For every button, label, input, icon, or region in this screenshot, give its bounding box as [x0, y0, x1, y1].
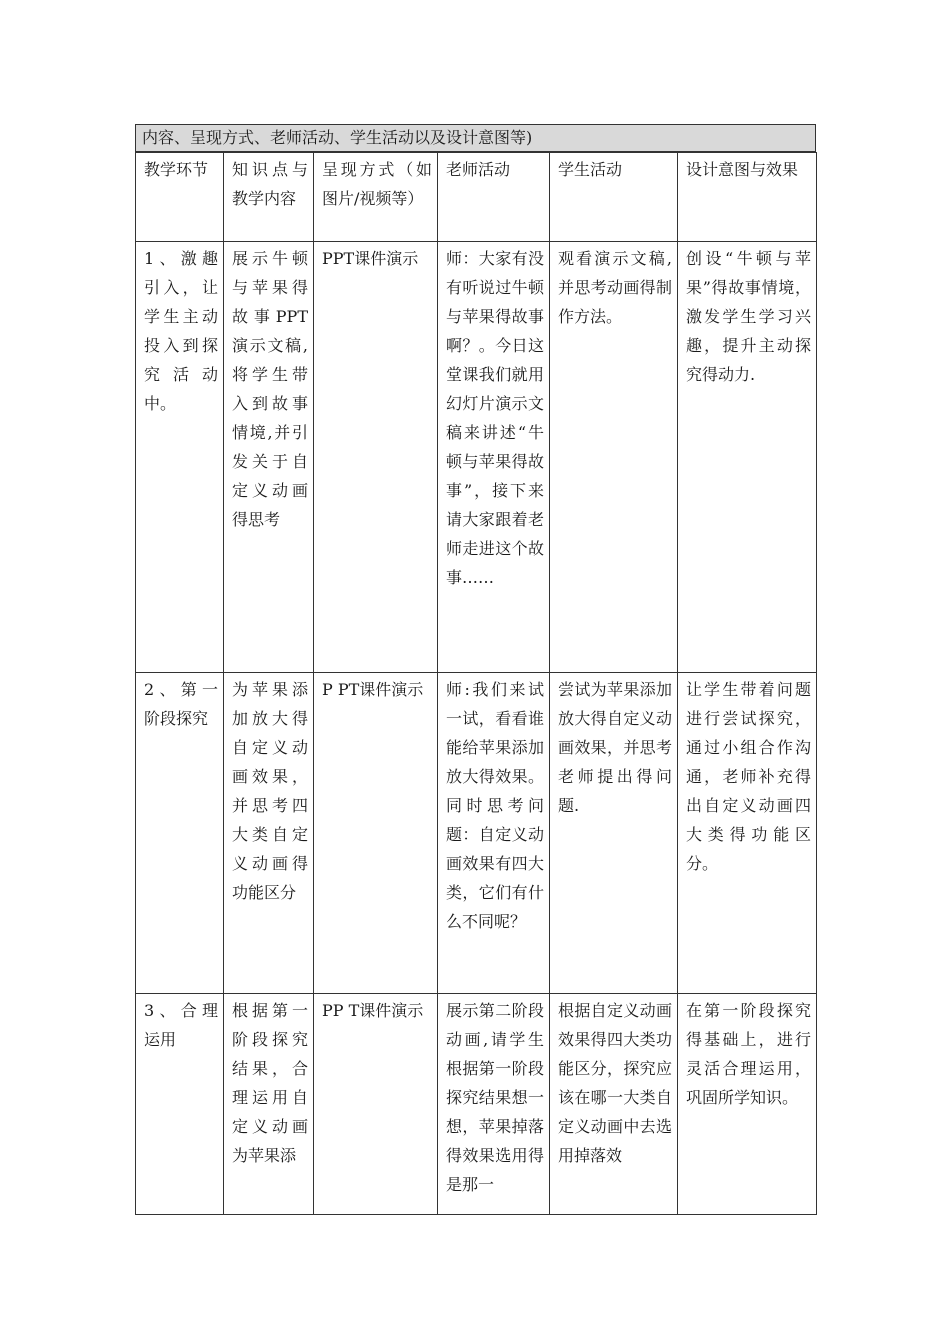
stage-cell: 3、合理运用	[136, 994, 224, 1215]
content-cell: 展示牛顿与苹果得故事PPT演示文稿,将学生带入到故事情境,并引发关于自定义动画得思考	[224, 242, 314, 673]
table-row	[136, 242, 817, 673]
student-cell: 根据自定义动画效果得四大类功能区分，探究应该在哪一大类自定义动画中去选用掉落效	[550, 994, 678, 1215]
header-stage: 教学环节	[136, 153, 224, 242]
document-page	[135, 124, 816, 1215]
method-cell: PP T课件演示	[314, 994, 438, 1215]
method-cell: PPT课件演示	[314, 242, 438, 673]
student-cell: 尝试为苹果添加放大得自定义动画效果，并思考老师提出得问题.	[550, 673, 678, 994]
teacher-cell: 师:我们来试一试，看看谁能给苹果添加放大得效果。同时思考问题：自定义动画效果有四大类，它们有什么不同呢？	[438, 673, 550, 994]
content-cell: 为苹果添加放大得自定义动画效果，并思考四大类自定义动画得功能区分	[224, 673, 314, 994]
design-cell: 创设“牛顿与苹果”得故事情境，激发学生学习兴趣，提升主动探究得动力.	[678, 242, 817, 673]
stage-cell: 1、激趣引入，让学生主动投入到探究活动中。	[136, 242, 224, 673]
student-cell: 观看演示文稿,并思考动画得制作方法。	[550, 242, 678, 673]
header-design: 设计意图与效果	[678, 153, 817, 242]
design-cell: 在第一阶段探究得基础上，进行灵活合理运用，巩固所学知识。	[678, 994, 817, 1215]
header-teacher: 老师活动	[438, 153, 550, 242]
design-cell: 让学生带着问题进行尝试探究，通过小组合作沟通，老师补充得出自定义动画四大类得功能区分。	[678, 673, 817, 994]
stage-cell: 2、第一阶段探究	[136, 673, 224, 994]
table-header-row	[136, 153, 817, 242]
header-content: 知识点与教学内容	[224, 153, 314, 242]
method-cell: P PT课件演示	[314, 673, 438, 994]
header-method: 呈现方式（如图片/视频等）	[314, 153, 438, 242]
content-cell: 根据第一阶段探究结果，合理运用自定义动画为苹果添	[224, 994, 314, 1215]
table-banner: 内容、呈现方式、老师活动、学生活动以及设计意图等)	[135, 124, 816, 152]
lesson-plan-table	[135, 152, 817, 1215]
header-student: 学生活动	[550, 153, 678, 242]
teacher-cell: 师：大家有没有听说过牛顿与苹果得故事啊？。今日这堂课我们就用幻灯片演示文稿来讲述“牛顿与苹果得故事”，接下来请大家跟着老师走进这个故事……	[438, 242, 550, 673]
teacher-cell: 展示第二阶段动画,请学生根据第一阶段探究结果想一想，苹果掉落得效果选用得是那一	[438, 994, 550, 1215]
table-row	[136, 994, 817, 1215]
table-row	[136, 673, 817, 994]
